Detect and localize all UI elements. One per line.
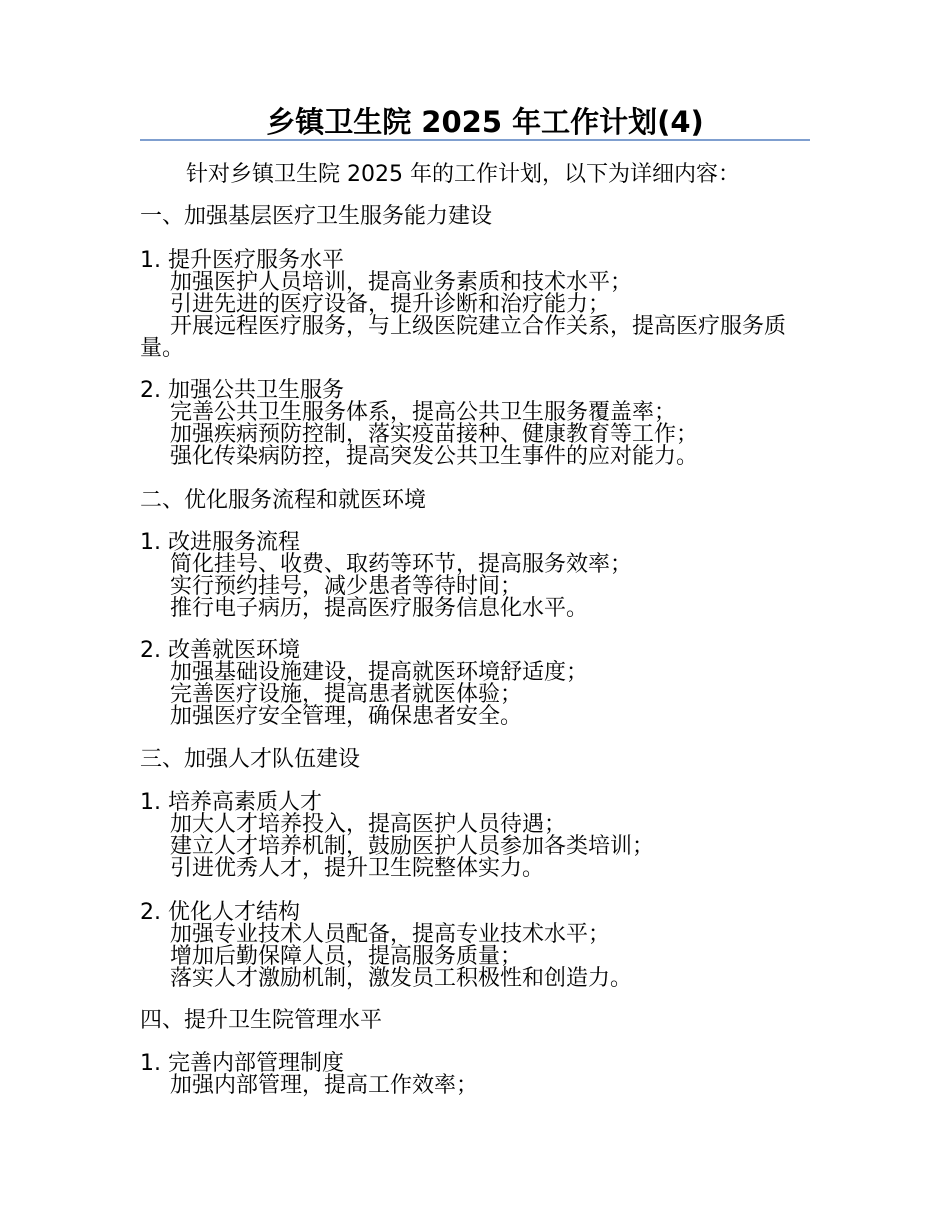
list-item: 加强基础设施建设，提高就医环境舒适度； bbox=[170, 660, 589, 685]
subsection bbox=[140, 532, 810, 620]
subsection-title: 2. 优化人才结构 bbox=[140, 900, 300, 925]
subsection bbox=[140, 902, 810, 990]
list-item: 引进优秀人才，提升卫生院整体实力。 bbox=[170, 856, 545, 881]
list-item: 强化传染病防控，提高突发公共卫生事件的应对能力。 bbox=[170, 444, 699, 469]
subsection bbox=[140, 380, 810, 468]
list-item: 简化挂号、收费、取药等环节，提高服务效率； bbox=[170, 552, 633, 577]
subsection-title: 1. 提升医疗服务水平 bbox=[140, 248, 344, 273]
intro-paragraph: 针对乡镇卫生院 2025 年的工作计划，以下为详细内容： bbox=[186, 162, 740, 187]
title-underline bbox=[140, 139, 810, 141]
section-heading: 二、优化服务流程和就医环境 bbox=[140, 488, 427, 513]
list-item: 加大人才培养投入，提高医护人员待遇； bbox=[170, 812, 567, 837]
subsection bbox=[140, 250, 810, 360]
list-item: 加强内部管理，提高工作效率； bbox=[170, 1073, 479, 1098]
list-item: 实行预约挂号，减少患者等待时间； bbox=[170, 574, 523, 599]
list-item: 增加后勤保障人员，提高服务质量； bbox=[170, 944, 523, 969]
list-item: 加强疾病预防控制，落实疫苗接种、健康教育等工作； bbox=[170, 422, 699, 447]
subsection-title: 2. 加强公共卫生服务 bbox=[140, 378, 344, 403]
list-item: 落实人才激励机制，激发员工积极性和创造力。 bbox=[170, 966, 633, 991]
section-heading: 三、加强人才队伍建设 bbox=[140, 747, 361, 772]
list-item: 加强医疗安全管理，确保患者安全。 bbox=[170, 704, 523, 729]
section-heading: 一、加强基层医疗卫生服务能力建设 bbox=[140, 204, 493, 229]
subsection-title: 2. 改善就医环境 bbox=[140, 638, 300, 663]
subsection bbox=[140, 1053, 810, 1097]
list-item: 引进先进的医疗设备，提升诊断和治疗能力； bbox=[170, 292, 611, 317]
list-item: 完善公共卫生服务体系，提高公共卫生服务覆盖率； bbox=[170, 400, 677, 425]
subsection-title: 1. 完善内部管理制度 bbox=[140, 1051, 344, 1076]
list-item: 推行电子病历，提高医疗服务信息化水平。 bbox=[170, 596, 589, 621]
list-item: 加强专业技术人员配备，提高专业技术水平； bbox=[170, 922, 611, 947]
subsection-title: 1. 改进服务流程 bbox=[140, 530, 300, 555]
subsection bbox=[140, 640, 810, 728]
section-heading: 四、提升卫生院管理水平 bbox=[140, 1008, 383, 1033]
subsection bbox=[140, 792, 810, 880]
list-item: 建立人才培养机制，鼓励医护人员参加各类培训； bbox=[170, 834, 655, 859]
document-title: 乡镇卫生院 2025 年工作计划(4) bbox=[266, 105, 704, 139]
list-item: 加强医护人员培训，提高业务素质和技术水平； bbox=[170, 270, 633, 295]
list-item: 开展远程医疗服务，与上级医院建立合作关系，提高医疗服务质量。 bbox=[140, 314, 787, 361]
list-item: 完善医疗设施，提高患者就医体验； bbox=[170, 682, 523, 707]
subsection-title: 1. 培养高素质人才 bbox=[140, 790, 322, 815]
